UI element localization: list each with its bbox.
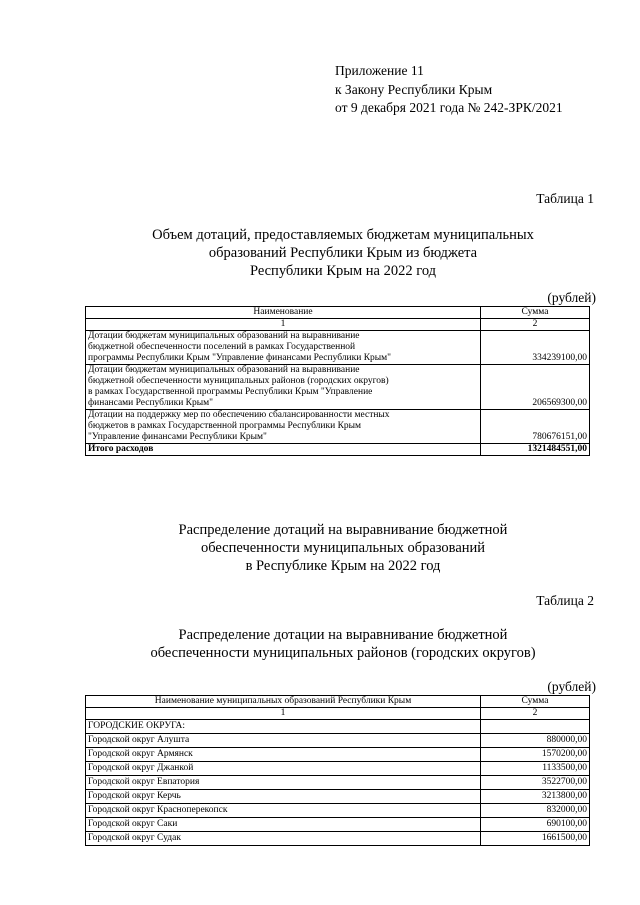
table-row [86, 832, 590, 846]
table-row [86, 365, 590, 410]
row-name: Городской округ Алушта [86, 734, 481, 748]
name-line: финансами Республики Крым" [88, 398, 214, 408]
title-line: обеспеченности муниципальных образований [200, 540, 486, 556]
name-line: Дотации бюджетам муниципальных образований на выравнивание [88, 365, 360, 375]
total-label: Итого расходов [86, 444, 481, 456]
name-line: бюджетной обеспеченности поселений в рамках Государственной [88, 342, 356, 352]
row-sum: 780676151,00 [481, 410, 590, 444]
appendix-line: от 9 декабря 2021 года № 242-ЗРК/2021 [335, 100, 563, 115]
group-row [86, 720, 590, 734]
header-name: Наименование муниципальных образований Республики Крым [86, 696, 481, 708]
index-row [86, 708, 590, 720]
title-line: Распределение дотаций на выравнивание бюджетной [178, 522, 508, 538]
table-row [86, 790, 590, 804]
row-sum: 1570200,00 [481, 748, 590, 762]
name-line: программы Республики Крым "Управление финансами Республики Крым" [88, 353, 392, 363]
row-name: Городской округ Керчь [86, 790, 481, 804]
table1-units: (рублей) [547, 290, 596, 305]
name-line: бюджетной обеспеченности муниципальных районов (городских округов) [88, 376, 389, 386]
total-row [86, 444, 590, 456]
appendix-line: к Закону Республики Крым [335, 81, 493, 97]
name-line: "Управление финансами Республики Крым" [88, 432, 267, 442]
row-sum: 3213800,00 [481, 790, 590, 804]
title-line: Объем дотаций, предоставляемых бюджетам муниципальных [152, 227, 534, 243]
row-sum: 334239100,00 [481, 331, 590, 365]
table-row [86, 331, 590, 365]
table1 [85, 306, 590, 456]
header-sum: Сумма [481, 307, 590, 319]
table-row [86, 410, 590, 444]
name-line: Дотации на поддержку мер по обеспечению сбалансированности местных [88, 410, 390, 420]
group-label: ГОРОДСКИЕ ОКРУГА: [86, 720, 481, 734]
title-line: образований Республики Крым из бюджета [208, 245, 478, 261]
title-line: в Республике Крым на 2022 год [245, 558, 441, 574]
table1-label: Таблица 1 [536, 191, 594, 206]
row-sum: 880000,00 [481, 734, 590, 748]
index-cell: 2 [481, 319, 590, 331]
row-name [86, 365, 481, 410]
table-row [86, 748, 590, 762]
index-cell: 1 [86, 708, 481, 720]
row-sum: 1661500,00 [481, 832, 590, 846]
row-name: Городской округ Саки [86, 818, 481, 832]
row-name [86, 410, 481, 444]
table-row [86, 776, 590, 790]
row-sum: 832000,00 [481, 804, 590, 818]
group-sum [481, 720, 590, 734]
table2-title [0, 626, 640, 662]
appendix-line: Приложение 11 [335, 63, 424, 78]
title-line: Республики Крым на 2022 год [249, 263, 437, 279]
table2-label: Таблица 2 [536, 593, 594, 608]
row-name: Городской округ Армянск [86, 748, 481, 762]
row-name: Городской округ Джанкой [86, 762, 481, 776]
row-name: Городской округ Судак [86, 832, 481, 846]
row-name: Городской округ Евпатория [86, 776, 481, 790]
table-header-row [86, 696, 590, 708]
row-sum: 690100,00 [481, 818, 590, 832]
table-row [86, 734, 590, 748]
row-name: Городской округ Красноперекопск [86, 804, 481, 818]
index-cell: 1 [86, 319, 481, 331]
name-line: в рамках Государственной программы Республики Крым "Управление [88, 387, 373, 397]
table2 [85, 695, 590, 846]
header-sum: Сумма [481, 696, 590, 708]
name-line: бюджетов в рамках Государственной программы Республики Крым [88, 421, 362, 431]
section2-title [0, 521, 640, 575]
row-sum: 3522700,00 [481, 776, 590, 790]
row-name [86, 331, 481, 365]
appendix-header [335, 62, 563, 118]
index-cell: 2 [481, 708, 590, 720]
table-row [86, 818, 590, 832]
title-line: обеспеченности муниципальных районов (городских округов) [150, 645, 536, 661]
row-sum: 1133500,00 [481, 762, 590, 776]
table-row [86, 762, 590, 776]
title-line: Распределение дотации на выравнивание бюджетной [178, 627, 508, 643]
header-name: Наименование [86, 307, 481, 319]
table1-title [0, 226, 640, 280]
total-sum: 1321484551,00 [481, 444, 590, 456]
name-line: Дотации бюджетам муниципальных образований на выравнивание [88, 331, 360, 341]
table-row [86, 804, 590, 818]
table2-units: (рублей) [547, 679, 596, 694]
index-row [86, 319, 590, 331]
row-sum: 206569300,00 [481, 365, 590, 410]
table-header-row [86, 307, 590, 319]
